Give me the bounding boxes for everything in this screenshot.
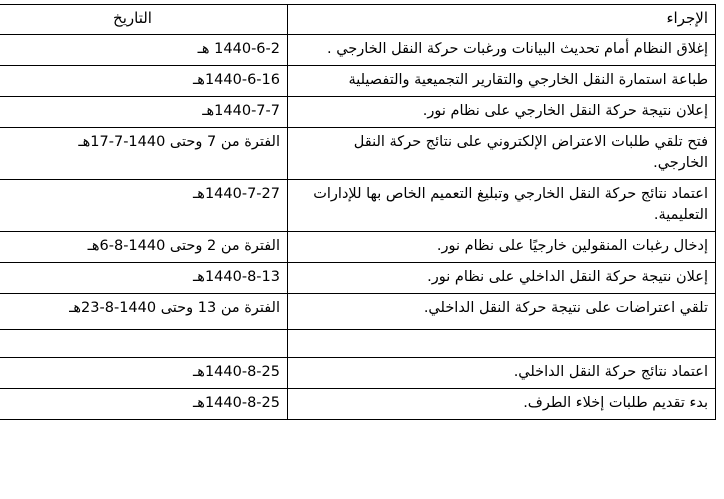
cell-date: 1440-8-25هـ (0, 357, 288, 388)
table-row (0, 96, 716, 127)
cell-action: بدء تقديم طلبات إخلاء الطرف. (288, 388, 716, 419)
cell-action: إغلاق النظام أمام تحديث البيانات ورغبات حركة النقل الخارجي . (288, 34, 716, 65)
header-cell-action: الإجراء (288, 5, 716, 35)
cell-action: إدخال رغبات المنقولين خارجيًا على نظام نور. (288, 231, 716, 262)
cell-date: 1440-7-7هـ (0, 96, 288, 127)
cell-action: إعلان نتيجة حركة النقل الخارجي على نظام نور. (288, 96, 716, 127)
table-row (0, 231, 716, 262)
cell-action (288, 329, 716, 357)
cell-date: الفترة من 13 وحتى 1440-8-23هـ (0, 293, 288, 329)
cell-date: 1440-8-25هـ (0, 388, 288, 419)
table-row (0, 179, 716, 231)
cell-date: 1440-6-2 هـ (0, 34, 288, 65)
cell-date: 1440-8-13هـ (0, 262, 288, 293)
table-header-row (0, 5, 716, 35)
cell-date (0, 329, 288, 357)
transfer-schedule-table (0, 4, 716, 420)
table-row (0, 127, 716, 179)
cell-date: 1440-7-27هـ (0, 179, 288, 231)
cell-action: فتح تلقي طلبات الاعتراض الإلكتروني على نتائج حركة النقل الخارجي. (288, 127, 716, 179)
table-row (0, 293, 716, 329)
cell-date: الفترة من 7 وحتى 1440-7-17هـ (0, 127, 288, 179)
table-row (0, 388, 716, 419)
cell-action: اعتماد نتائج حركة النقل الداخلي. (288, 357, 716, 388)
cell-action: طباعة استمارة النقل الخارجي والتقارير التجميعية والتفصيلية (288, 65, 716, 96)
header-cell-date: التاريخ (0, 5, 288, 35)
cell-date: 1440-6-16هـ (0, 65, 288, 96)
table-row (0, 34, 716, 65)
table-row-empty (0, 329, 716, 357)
table-row (0, 65, 716, 96)
cell-action: إعلان نتيجة حركة النقل الداخلي على نظام نور. (288, 262, 716, 293)
cell-action: اعتماد نتائج حركة النقل الخارجي وتبليغ التعميم الخاص بها للإدارات التعليمية. (288, 179, 716, 231)
table-row (0, 262, 716, 293)
table-body (0, 5, 716, 420)
cell-date: الفترة من 2 وحتى 1440-8-6هـ (0, 231, 288, 262)
cell-action: تلقي اعتراضات على نتيجة حركة النقل الداخلي. (288, 293, 716, 329)
table-row (0, 357, 716, 388)
